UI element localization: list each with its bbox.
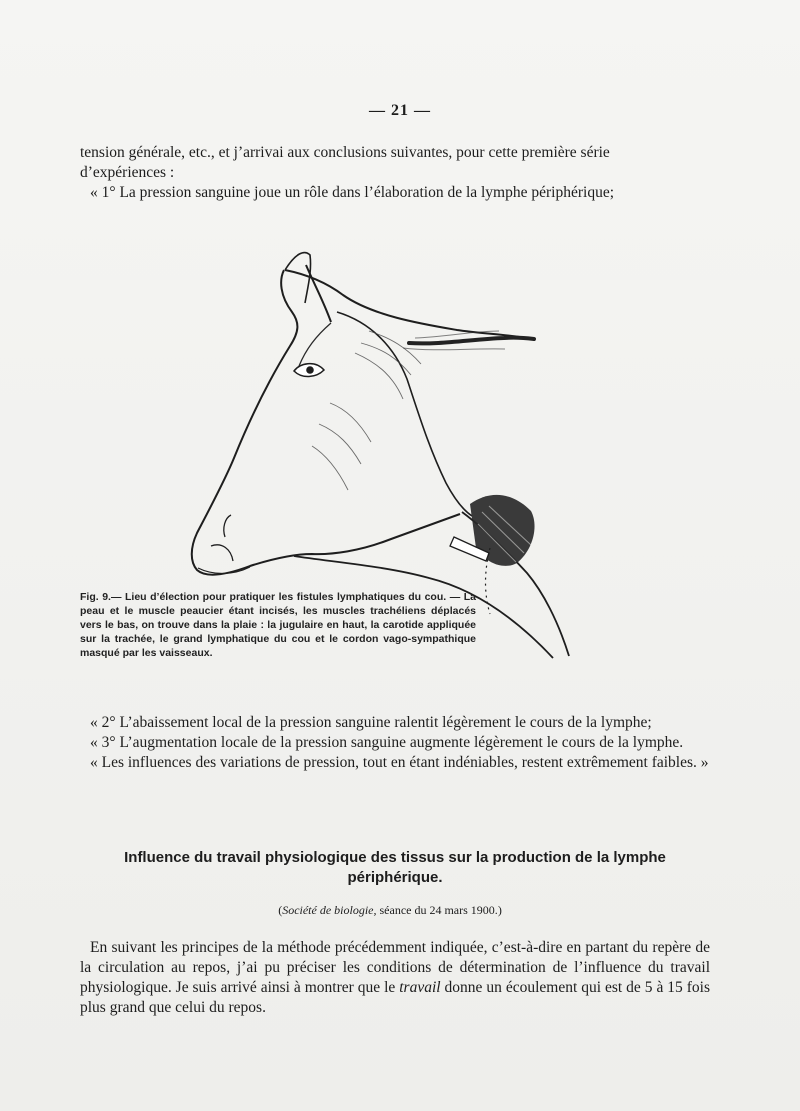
source-date: séance du 24 mars 1900.	[376, 903, 498, 917]
page-number: — 21 —	[369, 102, 431, 119]
bottom-text-part-2: donne un écoulement qui est de 5 à 15 fois plus grand que celui du repos.	[80, 979, 710, 1016]
figure-caption: Fig. 9.— Lieu d’élection pour pratiquer les fistules lymphatiques du cou. — La peau et le muscle peaucier étant incisés, les muscles trachéliens déplacés vers le bas, on trouve dans la plaie : la jugulaire en haut, la carotide appliquée sur la trachée, le grand lymphatique du cou et le cordon vago-sympathique masqué par les vaisseaux.	[80, 591, 476, 659]
bottom-text	[80, 938, 710, 1018]
conclusion-1: « 1° La pression sanguine joue un rôle dans l’élaboration de la lymphe périphérique;	[90, 184, 615, 201]
top-line-2: d’expériences :	[80, 164, 175, 181]
bottom-text-part-1: En suivant les principes de la méthode précédemment indiquée, c’est-à-dire en partant du repère de la circulation au repos, j’ai pu préciser les conditions de détermination de l’influence du travail physiologique. Je suis arrivé ainsi à montrer que le	[80, 939, 710, 996]
bottom-text-italic: travail	[399, 979, 441, 996]
source-journal: Société de biologie,	[282, 903, 377, 917]
bottom-paragraph	[80, 938, 710, 1018]
middle-paragraphs	[80, 713, 710, 773]
conclusion-3: « 3° L’augmentation locale de la pression sanguine augmente légèrement le cours de la lymphe.	[90, 734, 684, 751]
conclusion-2: « 2° L’abaissement local de la pression sanguine ralentit légèrement le cours de la lymphe;	[90, 714, 652, 731]
top-paragraph	[80, 143, 710, 203]
conclusion-summary: « Les influences des variations de pression, tout en étant indéniables, restent extrêmement faibles. »	[90, 754, 709, 771]
source-reference: (Société de biologie, séance du 24 mars 1900.)	[278, 903, 502, 917]
section-heading: Influence du travail physiologique des tissus sur la production de la lymphe périphérique.	[124, 849, 666, 886]
top-line-1: tension générale, etc., et j’arrivai aux conclusions suivantes, pour cette première série	[80, 144, 610, 161]
